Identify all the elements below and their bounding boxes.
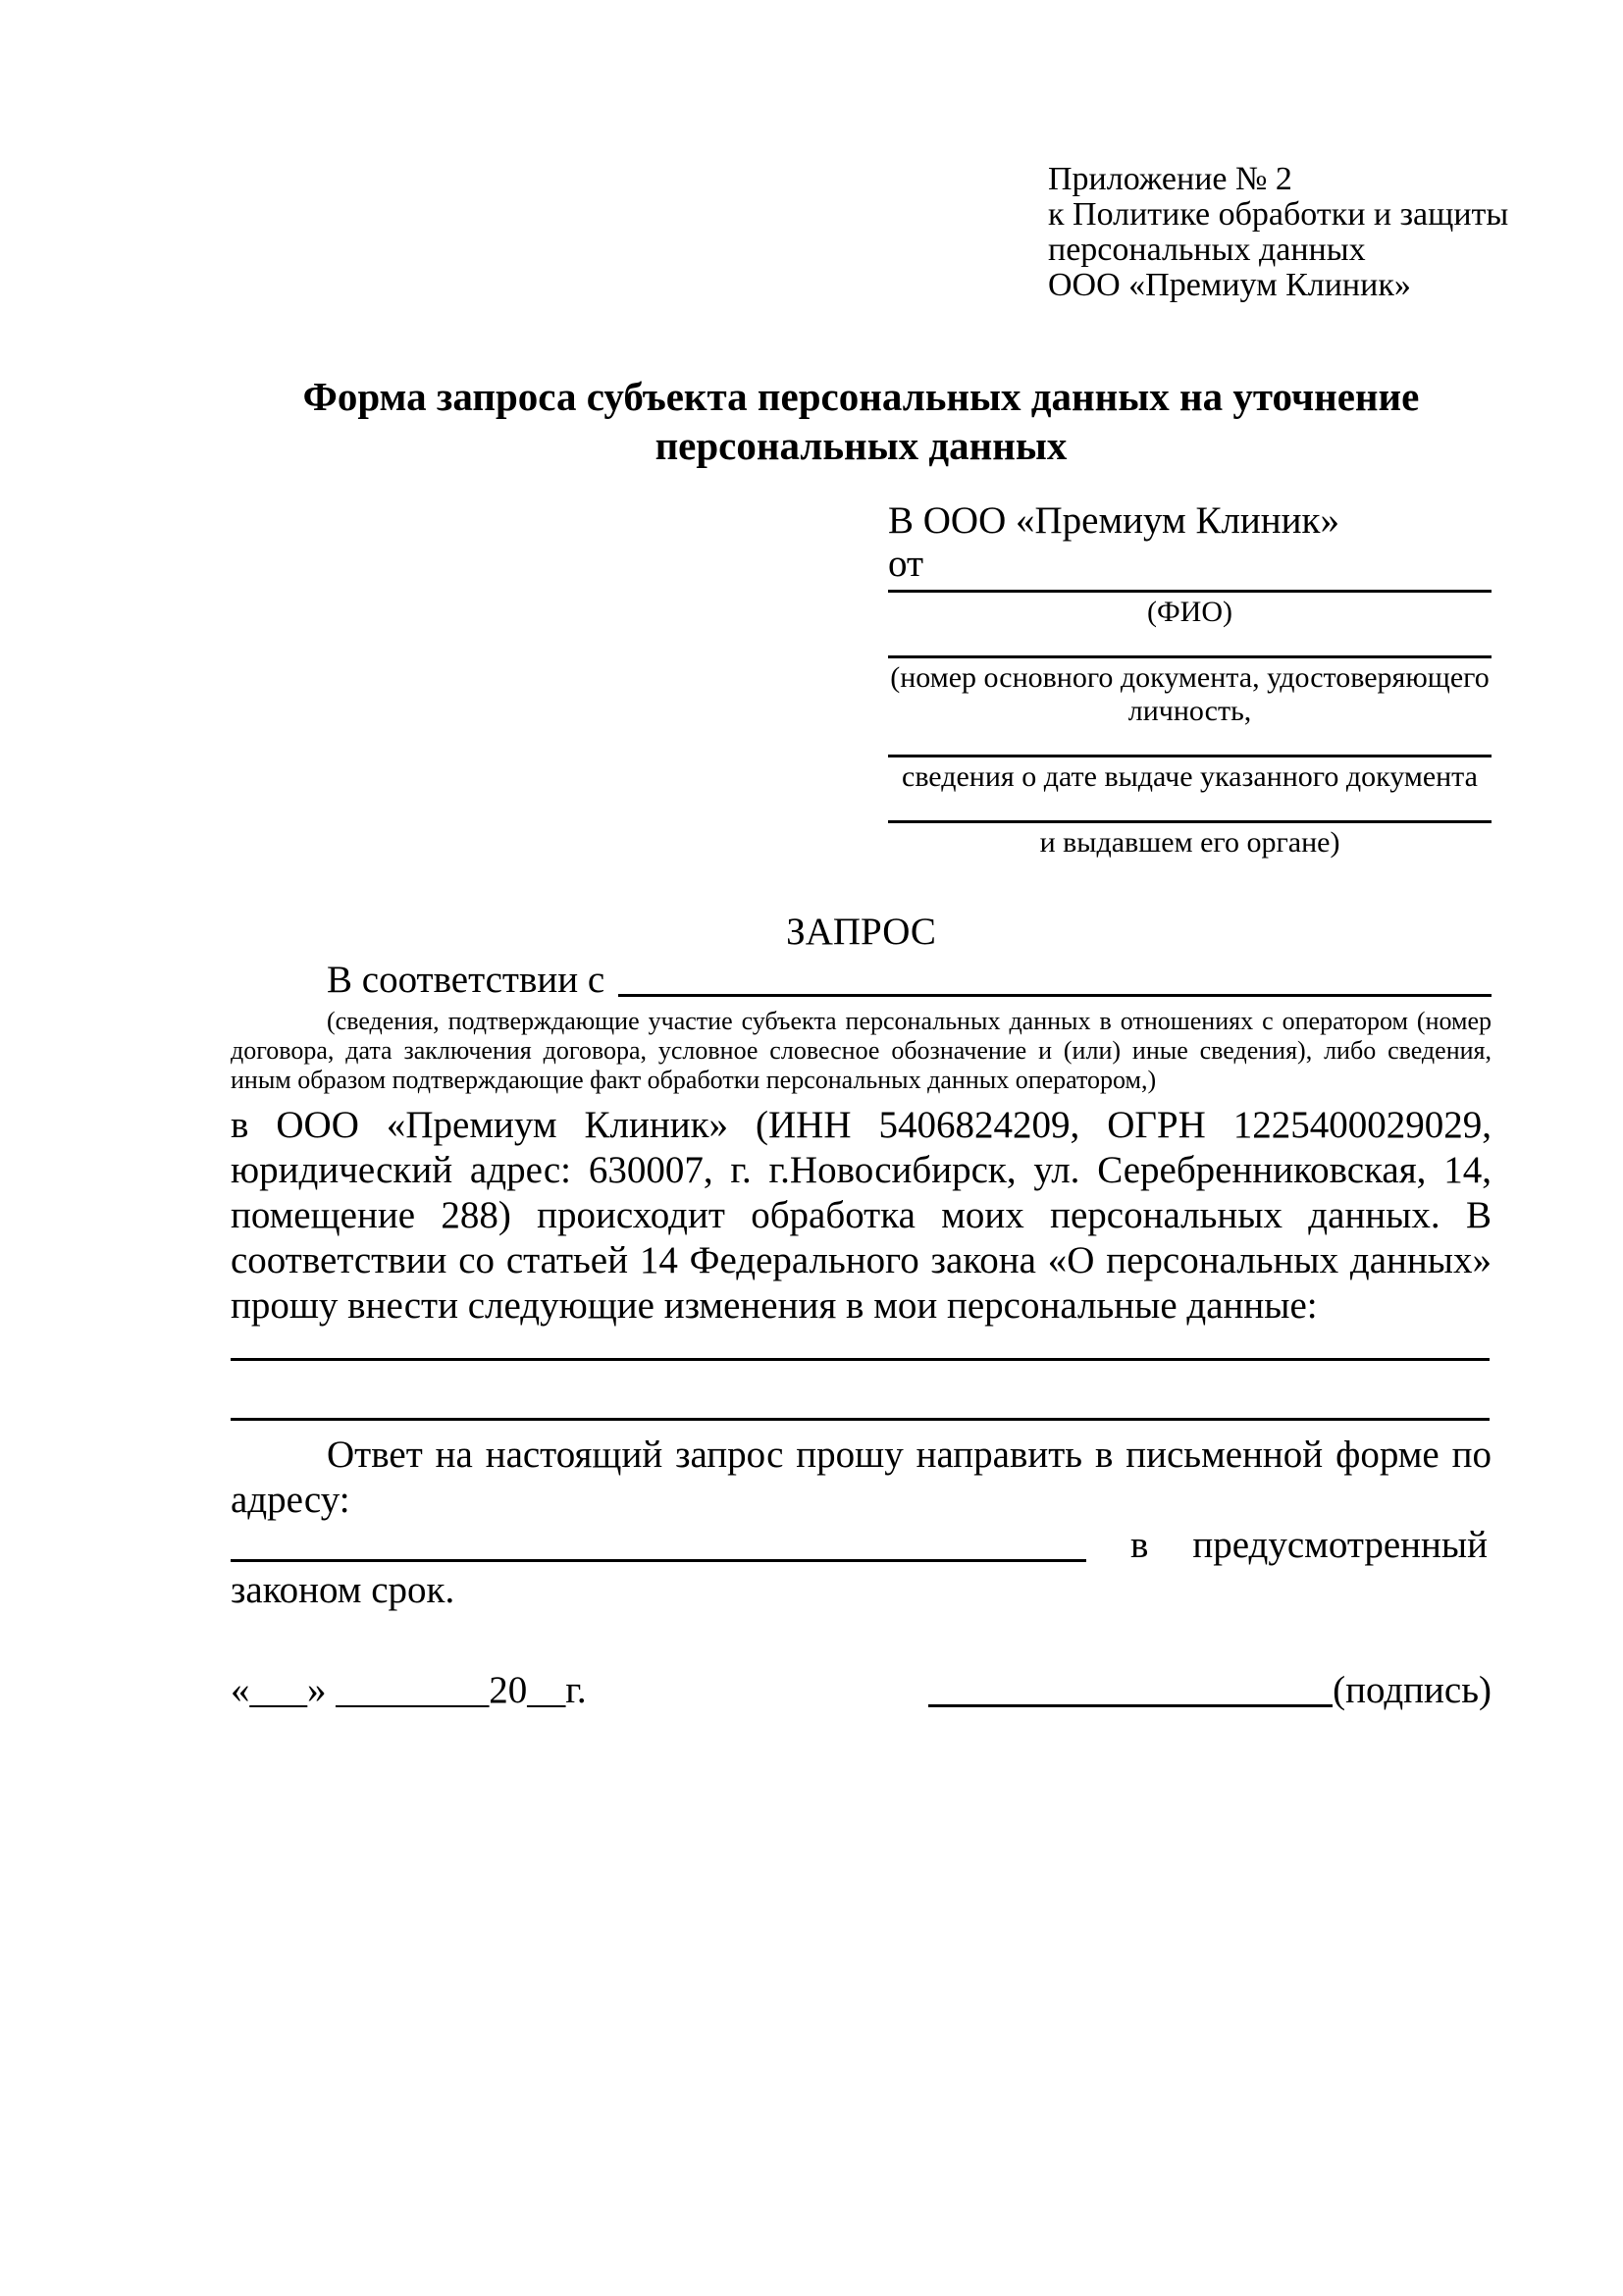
- signature-area: [928, 1668, 1492, 1713]
- id-document-number-caption: (номер основного документа, удостоверяющего личность,: [890, 661, 1490, 727]
- agreement-basis-blank-line: [618, 994, 1492, 997]
- appendix-note-line: к Политике обработки и защиты: [1048, 196, 1509, 233]
- issuing-authority-blank-line: [888, 820, 1492, 823]
- addressee-block: [888, 499, 1492, 860]
- fio-blank-line: [888, 590, 1492, 593]
- issuing-authority-caption: и выдавшем его органе): [1039, 826, 1340, 859]
- issue-date-caption: сведения о дате выдаче указанного документа: [902, 760, 1478, 793]
- signature-blank-line: [928, 1704, 1333, 1707]
- reply-address-row: [231, 1523, 1492, 1568]
- addressee-from-label: от: [888, 543, 924, 585]
- appendix-note-line: персональных данных: [1048, 232, 1366, 268]
- addressee-organization: В ООО «Премиум Клиник»: [888, 499, 1339, 542]
- reply-address-blank-line: [231, 1559, 1086, 1562]
- appendix-note: [1048, 161, 1509, 303]
- appendix-note-line: ООО «Премиум Клиник»: [1048, 267, 1411, 303]
- signature-caption: (подпись): [1333, 1669, 1492, 1711]
- reply-word-in: в: [1129, 1524, 1149, 1566]
- id-document-number-blank-line: [888, 655, 1492, 658]
- agreement-basis-label: В соответствии с: [327, 959, 605, 1001]
- changes-blank-line-2: [231, 1418, 1490, 1421]
- date-blank: «___» ________20__г.: [231, 1669, 587, 1711]
- agreement-basis-footnote: (сведения, подтверждающие участие субъекта персональных данных в отношениях с оператором (номер договора, дата заключения договора, условное словесное обозначение и (или) иные сведения), либо сведения, иным образом подтверждающие факт обработки персональных данных оператором,): [231, 1007, 1492, 1094]
- reply-closing-line: законом срок.: [231, 1569, 455, 1611]
- request-heading: ЗАПРОС: [786, 911, 936, 953]
- appendix-note-line: Приложение № 2: [1048, 161, 1292, 197]
- fio-caption: (ФИО): [1146, 596, 1232, 628]
- issue-date-blank-line: [888, 755, 1492, 757]
- form-title: Форма запроса субъекта персональных данных на уточнение персональных данных: [302, 374, 1420, 468]
- date-signature-row: [231, 1668, 1492, 1713]
- changes-blank-line-1: [231, 1358, 1490, 1361]
- reply-word-prescribed: предусмотренный: [1192, 1524, 1488, 1566]
- reply-instruction-line: Ответ на настоящий запрос прошу направить в письменной форме по адресу:: [231, 1434, 1492, 1521]
- request-body-paragraph: в ООО «Премиум Клиник» (ИНН 5406824209, ОГРН 1225400029029, юридический адрес: 630007, г. г.Новосибирск, ул. Серебренниковская, 14, помещение 288) происходит обработка моих персональных данных. В соответствии со статьей 14 Федерального закона «О персональных данных» прошу внести следующие изменения в мои персональные данные:: [231, 1104, 1492, 1327]
- agreement-basis-row: [231, 958, 1492, 1003]
